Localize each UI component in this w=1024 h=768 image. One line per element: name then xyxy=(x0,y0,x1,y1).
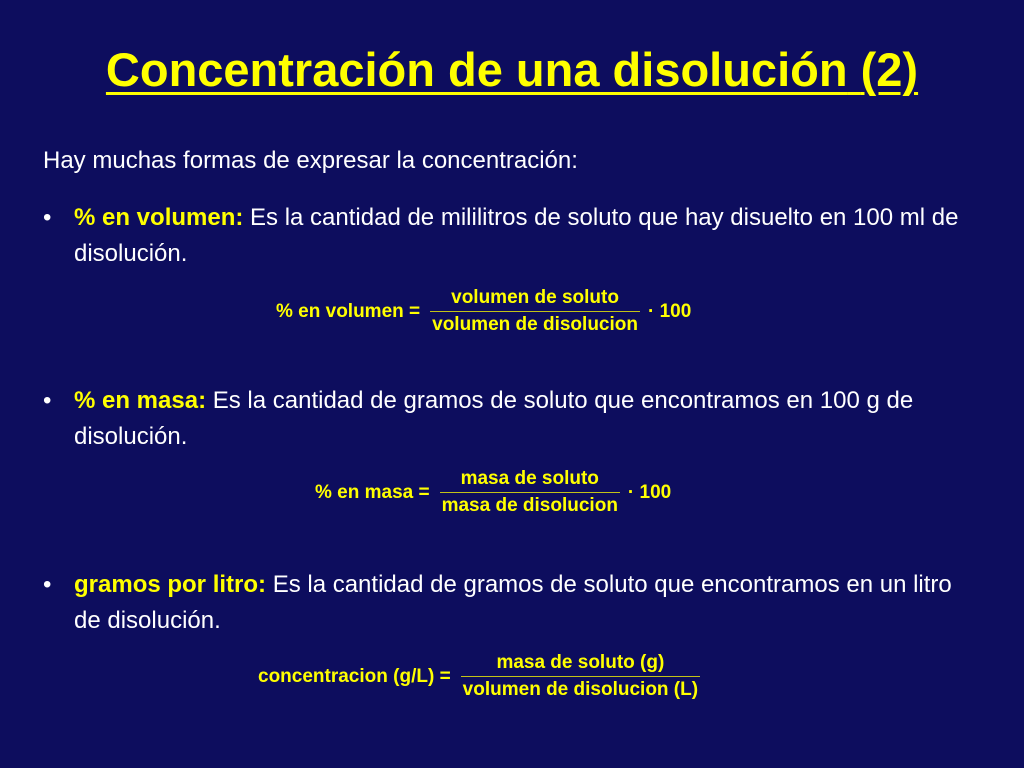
title-text xyxy=(106,43,918,96)
bullet-mass-term: % en masa: xyxy=(74,387,207,414)
bullet-mass xyxy=(43,383,983,455)
bullet-grams-per-liter-description: Es la cantidad de gramos de soluto que encontramos en un litro de disolución. xyxy=(74,571,952,634)
bullet-dot: • xyxy=(43,204,52,231)
intro-text: Hay muchas formas de expresar la concentración: xyxy=(43,147,578,174)
bullet-dot: • xyxy=(43,387,52,414)
fraction-bar xyxy=(440,492,620,493)
formula-mass-fraction xyxy=(440,466,620,519)
title-suffix: (2) xyxy=(860,43,919,96)
bullet-mass-text xyxy=(74,383,983,455)
bullet-grams-per-liter-text xyxy=(74,567,983,639)
formula-grams-per-liter-lhs: concentracion (g/L) = xyxy=(258,665,451,687)
bullet-volume xyxy=(43,200,983,272)
bullet-volume-term: % en volumen: xyxy=(74,204,244,231)
bullet-volume-text xyxy=(74,200,983,272)
page-title xyxy=(0,38,1024,102)
formula-volume-multiplier: · 100 xyxy=(647,300,692,322)
formula-mass-denominator: masa de disolucion xyxy=(441,495,618,516)
bullet-grams-per-liter xyxy=(43,567,983,639)
formula-volume-numerator: volumen de soluto xyxy=(451,287,619,308)
fraction-bar xyxy=(430,311,640,312)
formula-grams-per-liter-fraction xyxy=(461,650,700,703)
fraction-bar xyxy=(461,676,700,677)
bullet-volume-description: Es la cantidad de mililitros de soluto que hay disuelto en 100 ml de disolución. xyxy=(74,204,959,267)
formula-grams-per-liter xyxy=(258,650,704,703)
formula-grams-per-liter-denominator: volumen de disolucion (L) xyxy=(462,679,699,700)
formula-mass-numerator: masa de soluto xyxy=(460,468,599,489)
formula-volume-lhs: % en volumen = xyxy=(276,300,421,322)
formula-volume xyxy=(276,285,691,338)
formula-mass-lhs: % en masa = xyxy=(315,481,430,503)
bullet-dot: • xyxy=(43,571,52,598)
formula-mass xyxy=(315,466,671,519)
formula-volume-denominator: volumen de disolucion xyxy=(432,314,638,335)
formula-grams-per-liter-numerator: masa de soluto (g) xyxy=(496,652,665,673)
formula-volume-fraction xyxy=(430,285,640,338)
title-main: Concentración de una disolución xyxy=(105,43,848,96)
bullet-grams-per-liter-term: gramos por litro: xyxy=(74,571,267,598)
formula-mass-multiplier: · 100 xyxy=(627,481,672,503)
bullet-mass-description: Es la cantidad de gramos de soluto que encontramos en 100 g de disolución. xyxy=(74,387,914,450)
